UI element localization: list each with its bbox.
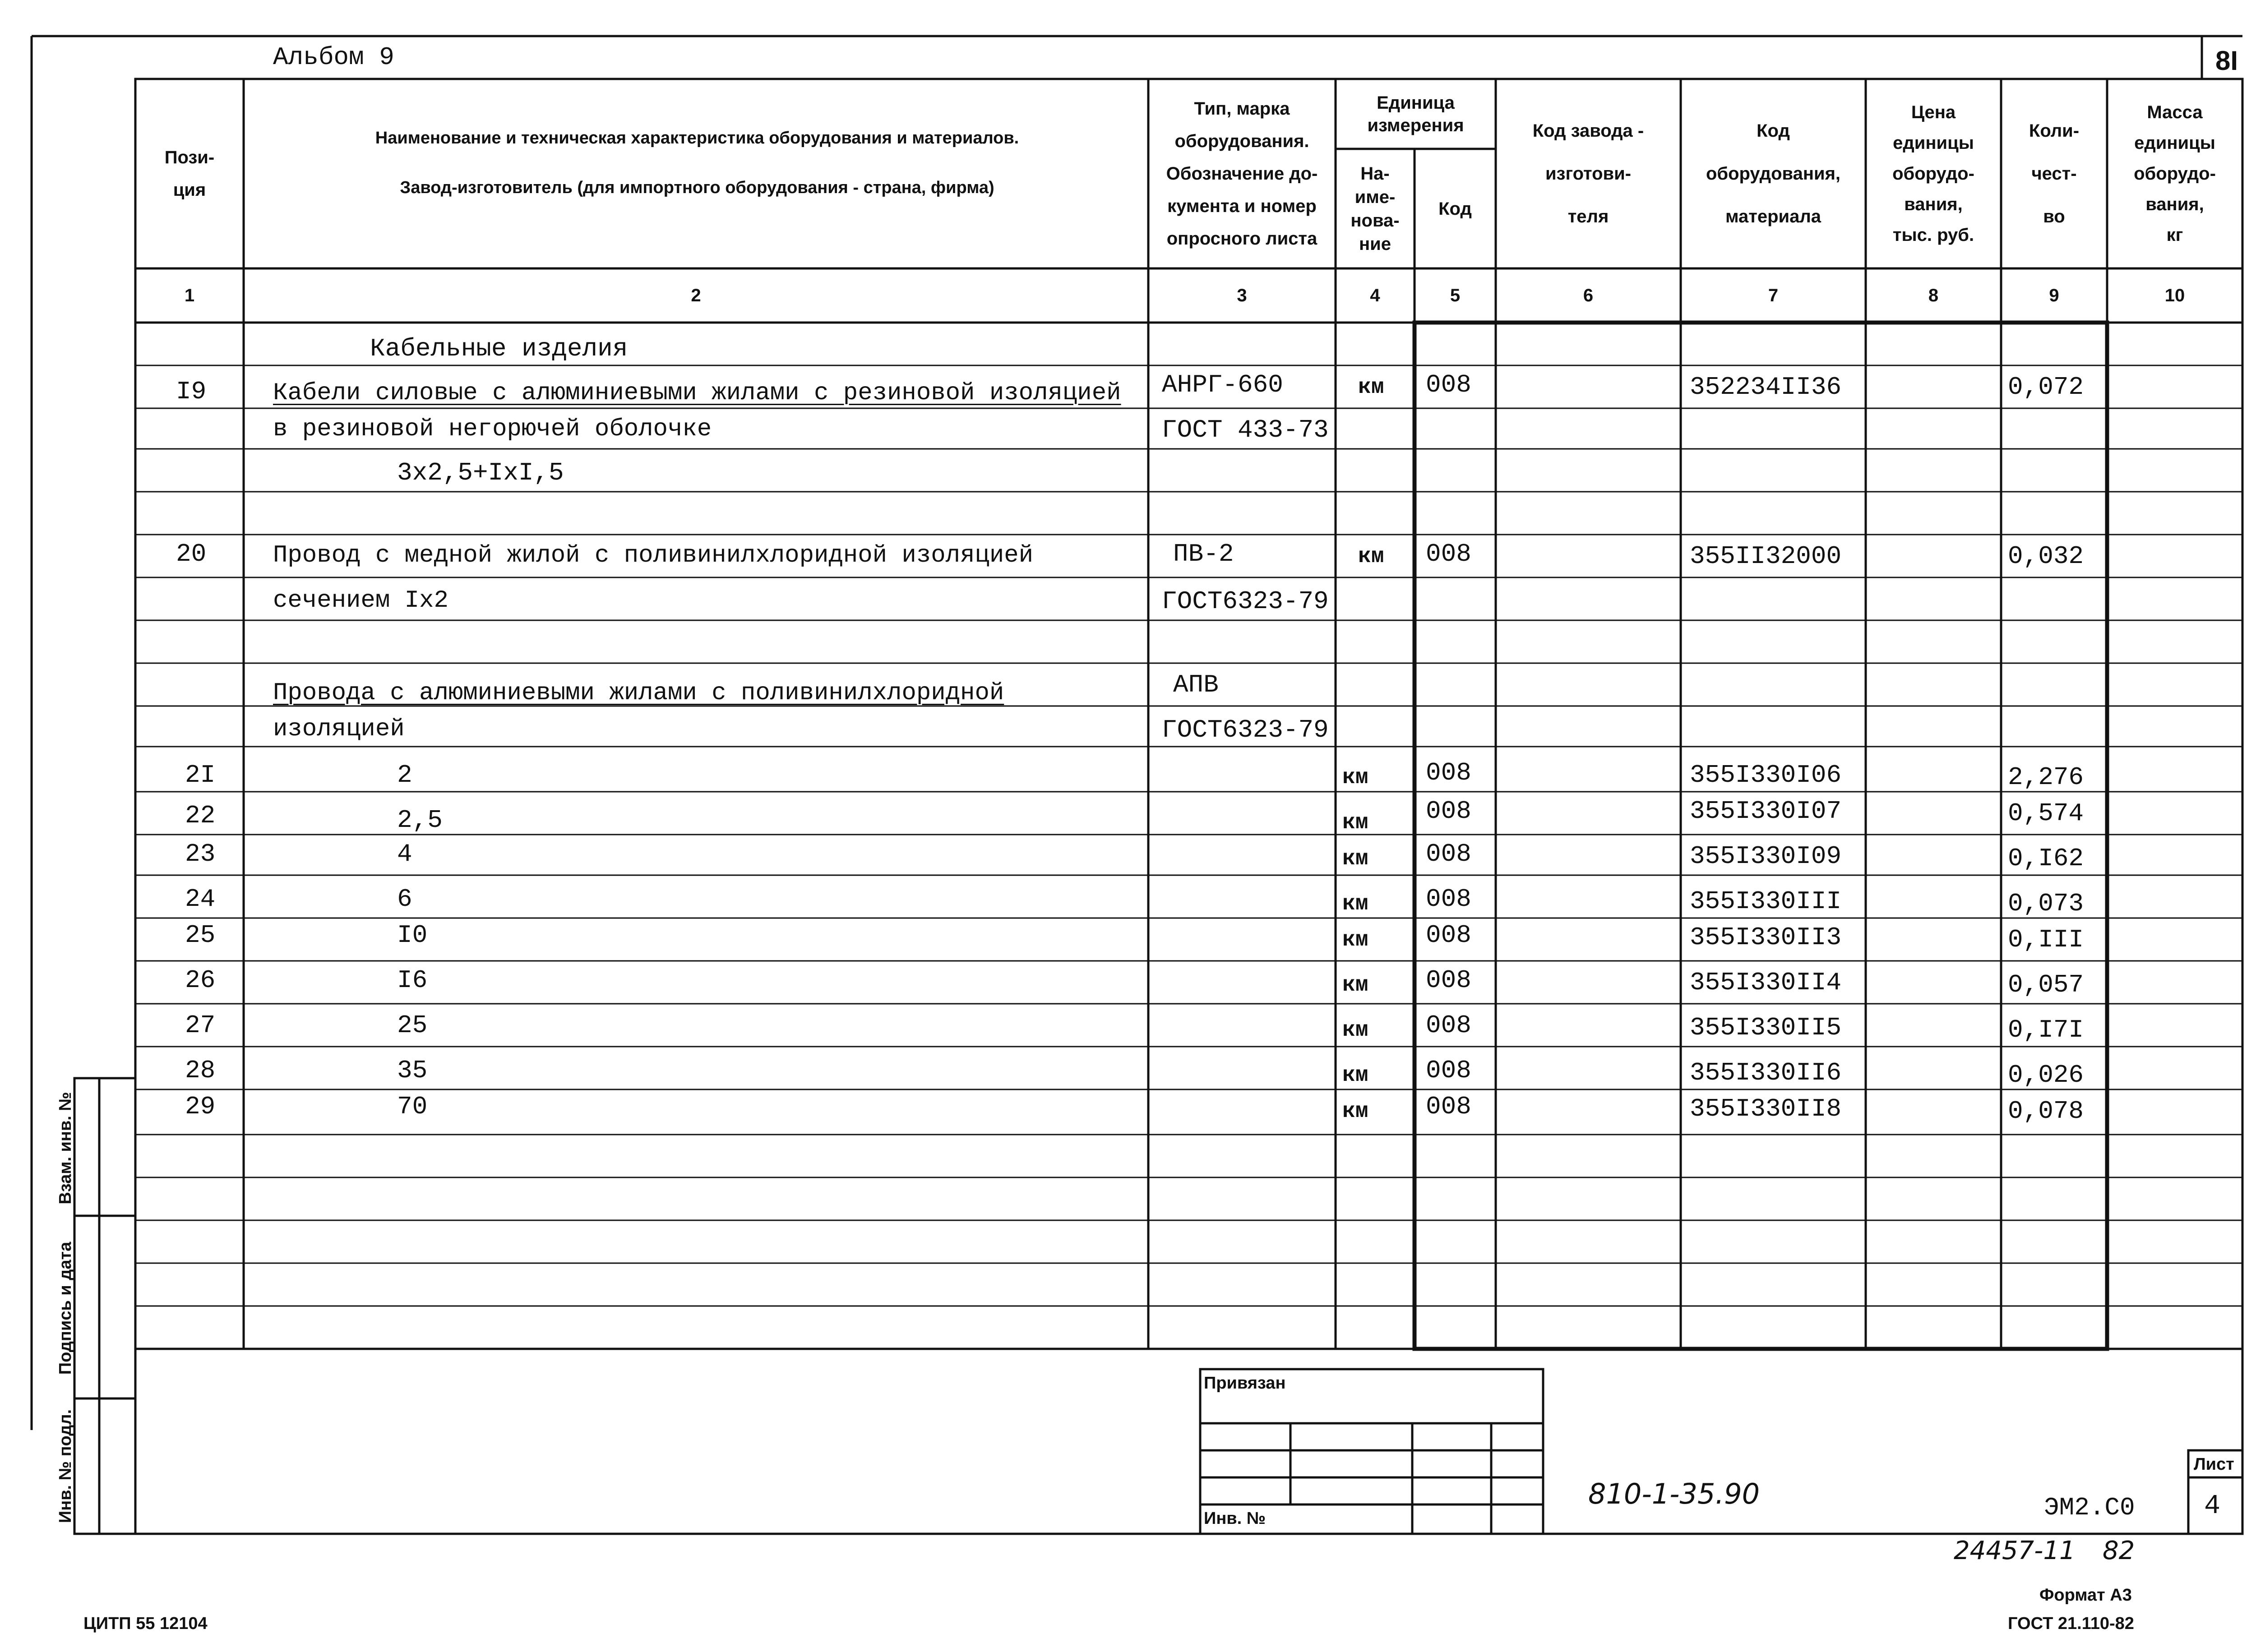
row-19-material-code: 352234II36: [1690, 373, 1842, 401]
table-row-section: I6: [397, 966, 428, 995]
table-row-unit: км: [1342, 892, 1368, 916]
table-row-quantity: 0,574: [2008, 799, 2084, 828]
table-row-position: 23: [185, 840, 216, 868]
header-quantity: Коли- чест- во: [2029, 120, 2080, 226]
row-19-size: 3x2,5+IxI,5: [397, 458, 564, 487]
col-number: 4: [1370, 285, 1380, 305]
table-row-unit: км: [1342, 1018, 1368, 1043]
header-unit-code: Код: [1438, 198, 1472, 219]
table-row-quantity: 0,III: [2008, 925, 2084, 954]
row-19-position: I9: [176, 377, 207, 406]
col-number: 9: [2049, 285, 2059, 305]
header-position: Пози- ция: [164, 148, 215, 200]
table-row-position: 26: [185, 966, 216, 995]
header-unit-name: На- име- нова- ние: [1350, 163, 1400, 254]
table-row-section: 6: [397, 885, 412, 914]
section-title: Кабельные изделия: [370, 334, 628, 363]
table-row-material-code: 355I330II3: [1690, 923, 1842, 952]
handwritten-page: 82: [2103, 1536, 2135, 1565]
header-name-line2: Завод-изготовитель (для импортного оборудования - страна, фирма): [400, 178, 994, 197]
group-name-cont: изоляцией: [273, 715, 405, 743]
row-20-type: ПВ-2: [1173, 540, 1234, 568]
col-number: 3: [1237, 285, 1247, 305]
table-row-position: 27: [185, 1011, 216, 1040]
row-19-unit-code: 008: [1426, 370, 1471, 399]
row-20-unit: км: [1358, 545, 1384, 569]
table-row-unit-code: 008: [1426, 1011, 1471, 1040]
table-row-unit: км: [1342, 928, 1368, 952]
header-price: Цена единицы оборудо- вания, тыс. руб.: [1892, 102, 1974, 245]
header-unit-group: Единица измерения: [1367, 92, 1464, 135]
sheet-code: ЭМ2.С0: [2044, 1493, 2135, 1522]
row-19-name: Кабели силовые с алюминиевыми жилами с резиновой изоляцией: [273, 379, 1121, 407]
table-row-unit: км: [1342, 1099, 1368, 1124]
row-19-quantity: 0,072: [2008, 373, 2084, 401]
side-label-signature-date: Подпись и дата: [56, 1241, 75, 1375]
page-corner-number: 8I: [2215, 46, 2238, 76]
table-row-material-code: 355I330II6: [1690, 1058, 1842, 1087]
table-row-unit-code: 008: [1426, 1056, 1471, 1085]
header-name-line1: Наименование и техническая характеристика оборудования и материалов.: [375, 129, 1019, 148]
header-material-code: Код оборудования, материала: [1706, 120, 1841, 226]
table-row-position: 22: [185, 801, 216, 830]
table-row-unit: км: [1342, 811, 1368, 835]
table-row-unit-code: 008: [1426, 840, 1471, 868]
table-row-section: 4: [397, 840, 412, 868]
header-type: Тип, марка оборудования. Обозначение до- кумента и номер опросного листа: [1166, 99, 1318, 249]
header-mass: Масса единицы оборудо- вания, кг: [2134, 102, 2216, 245]
row-20-position: 20: [176, 540, 207, 568]
table-row-unit-code: 008: [1426, 921, 1471, 950]
table-row-section: I0: [397, 921, 428, 950]
table-row-unit-code: 008: [1426, 966, 1471, 995]
table-row-section: 35: [397, 1056, 428, 1085]
stamp-privyazan: Привязан: [1204, 1374, 1286, 1393]
table-row-position: 28: [185, 1056, 216, 1085]
table-row-material-code: 355I330II5: [1690, 1013, 1842, 1042]
table-row-position: 24: [185, 885, 216, 914]
side-label-replaced-inv: Взам. инв. №: [56, 1092, 75, 1204]
header-plant-code: Код завода - изготови- теля: [1532, 120, 1644, 226]
table-row-quantity: 0,073: [2008, 889, 2084, 918]
table-row-quantity: 0,I62: [2008, 844, 2084, 873]
table-row-unit-code: 008: [1426, 885, 1471, 914]
table-row-material-code: 355I330II4: [1690, 968, 1842, 997]
document-code: 810-1-35.90: [1588, 1477, 1760, 1510]
table-row-material-code: 355I330I09: [1690, 842, 1842, 871]
table-row-unit-code: 008: [1426, 797, 1471, 826]
table-row-material-code: 355I330III: [1690, 887, 1842, 916]
footer-gost: ГОСТ 21.110-82: [2008, 1614, 2134, 1633]
album-label: Альбом 9: [273, 43, 394, 72]
sheet-number: 4: [2204, 1491, 2221, 1522]
table-row-quantity: 2,276: [2008, 763, 2084, 792]
row-20-material-code: 355II32000: [1690, 542, 1842, 571]
table-row-unit: км: [1342, 1063, 1368, 1088]
table-row-quantity: 0,057: [2008, 970, 2084, 999]
table-row-material-code: 355I330II8: [1690, 1094, 1842, 1123]
table-row-unit-code: 008: [1426, 758, 1471, 787]
row-20-quantity: 0,032: [2008, 542, 2084, 571]
sheet-label: Лист: [2194, 1455, 2234, 1474]
stamp-inv-number: Инв. №: [1204, 1509, 1266, 1528]
col-number: 10: [2164, 285, 2185, 305]
col-number: 8: [1928, 285, 1939, 305]
table-row-position: 25: [185, 921, 216, 950]
row-20-unit-code: 008: [1426, 540, 1471, 568]
row-19-name-cont: в резиновой негорючей оболочке: [273, 415, 712, 443]
row-19-type: АНРГ-660: [1162, 370, 1283, 399]
side-label-inv-original: Инв. № подл.: [56, 1409, 75, 1523]
footer-format: Формат А3: [2039, 1586, 2132, 1605]
group-standard: ГОСТ6323-79: [1162, 715, 1329, 744]
table-row-section: 25: [397, 1011, 428, 1040]
table-row-quantity: 0,I7I: [2008, 1015, 2084, 1044]
table-row-quantity: 0,078: [2008, 1097, 2084, 1126]
group-name: Провода с алюминиевыми жилами с поливинилхлоридной: [273, 679, 1004, 707]
table-row-material-code: 355I330I06: [1690, 761, 1842, 789]
handwritten-number: 24457-11: [1954, 1536, 2076, 1565]
footer-left-code: ЦИТП 55 12104: [83, 1614, 208, 1633]
table-row-unit: км: [1342, 973, 1368, 997]
table-row-position: 29: [185, 1092, 216, 1121]
table-row-quantity: 0,026: [2008, 1061, 2084, 1089]
col-number: 6: [1583, 285, 1594, 305]
table-row-unit-code: 008: [1426, 1092, 1471, 1121]
table-row-unit: км: [1342, 847, 1368, 871]
table-row-unit: км: [1342, 766, 1368, 790]
row-20-name-cont: сечением Ix2: [273, 587, 448, 614]
table-row-section: 2,5: [397, 806, 443, 835]
table-row-section: 70: [397, 1092, 428, 1121]
row-20-name: Провод с медной жилой с поливинилхлоридной изоляцией: [273, 542, 1034, 569]
col-number: 1: [184, 285, 195, 305]
row-19-standard: ГОСТ 433-73: [1162, 415, 1329, 444]
row-19-unit: км: [1358, 375, 1384, 400]
col-number: 7: [1768, 285, 1779, 305]
col-number: 5: [1450, 285, 1461, 305]
group-type: АПВ: [1173, 670, 1219, 699]
table-row-section: 2: [397, 761, 412, 789]
col-number: 2: [691, 285, 701, 305]
row-20-standard: ГОСТ6323-79: [1162, 587, 1329, 616]
table-row-position: 2I: [185, 761, 216, 789]
table-row-material-code: 355I330I07: [1690, 797, 1842, 826]
